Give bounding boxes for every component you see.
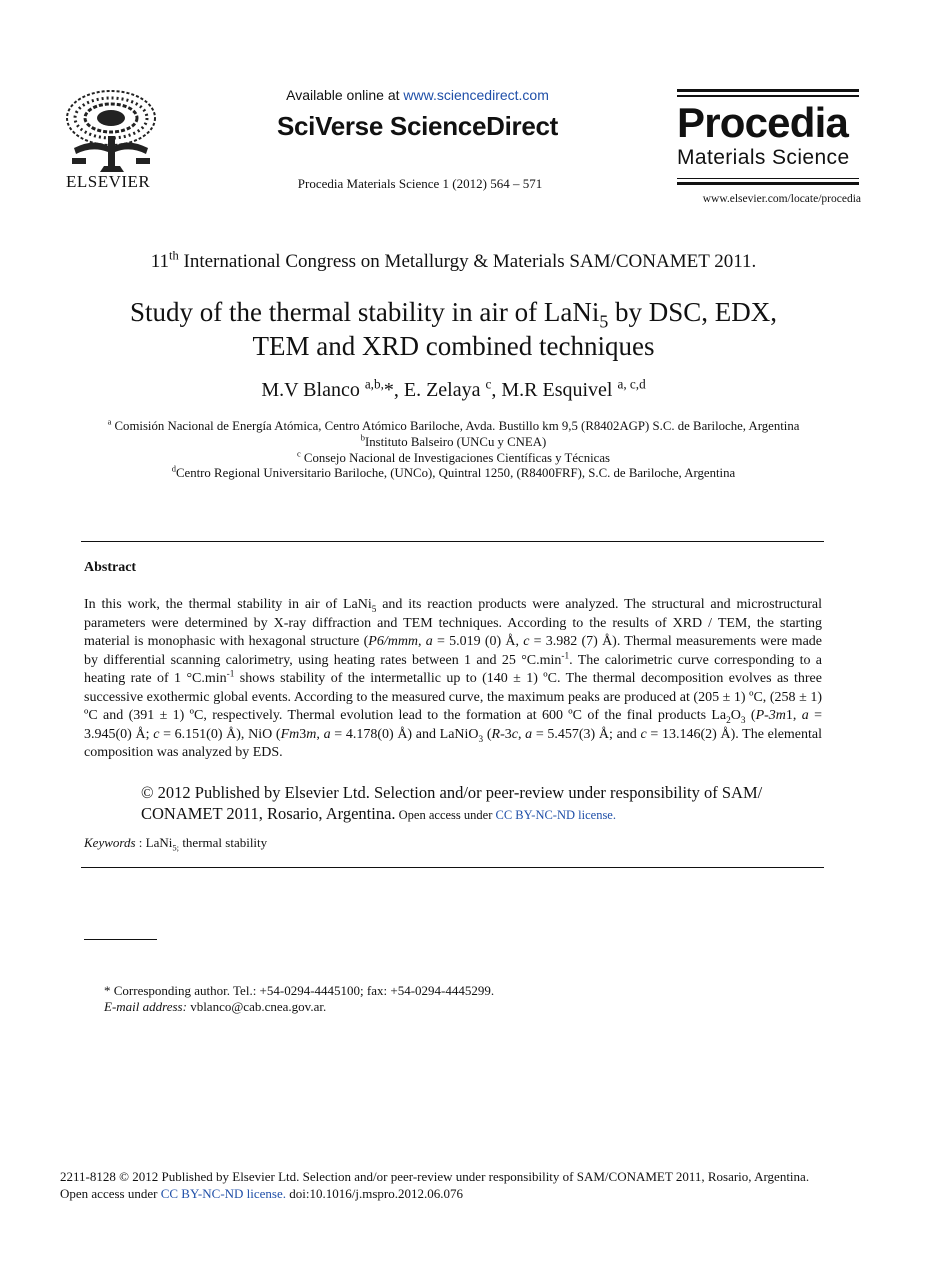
abs-t: 3 [299,726,307,742]
keywords-label: Keywords [84,835,136,850]
procedia-rule-bottom [677,182,859,185]
abs-t: = 6.151(0) Å), NiO ( [159,726,281,742]
procedia-rule-bottom-thin [677,178,859,180]
abs-t: O [730,708,741,723]
abstract-heading: Abstract [84,560,137,575]
abs-t: = 5.019 (0) Å, [432,634,524,649]
title-sub: 5 [599,311,609,332]
affil-text: Comisión Nacional de Energía Atómica, Centro Atómico Bariloche, Avda. Bustillo km 9,5 (R8402AGP) S.C. de Bariloche, Argentina [111,419,800,433]
abs-t: , [316,726,324,742]
affil-mark: b [360,432,365,443]
abs-t: = 13.146(2) Å). The elemental composition was analyzed by EDS. [84,726,823,760]
abs-sup: -1 [561,649,570,660]
congress-ordinal: 11 [150,251,170,272]
abs-sub: 2 [726,714,731,725]
email-label: E-mail address: [104,999,187,1014]
abs-t: = 3.982 (7) Å). Thermal measurements were made by differential scanning calorimetry, using heating rates between 1 and 25 °C.min [84,634,823,668]
abstract-body [84,596,822,763]
elsevier-wordmark: ELSEVIER [66,172,151,191]
abs-it: c [511,726,518,742]
divider-bottom [81,867,824,868]
affil-mark: d [171,463,176,474]
affiliation-d [0,463,907,481]
abs-it: a [801,708,809,723]
footer-doi[interactable]: doi:10.1016/j.mspro.2012.06.076 [286,1186,463,1201]
abs-t: = 3.945(0) Å; [84,708,823,742]
affil-text: Consejo Nacional de Investigaciones Científicas y Técnicas [300,451,611,465]
divider-top [81,541,824,542]
abs-it: c [640,726,647,742]
title-text-b: by DSC, EDX, [608,297,778,327]
affil-text: Centro Regional Universitario Bariloche, (UNCo), Quintral 1250, (R8400FRF), S.C. de Bariloche, Argentina [176,466,736,480]
abs-it: a [525,726,533,742]
affil-text: Instituto Balseiro (UNCu y CNEA) [364,435,547,449]
affil-mark: c [296,448,301,459]
title-text-a: Study of the thermal stability in air of LaNi [129,297,600,327]
footer-copyright: 2211-8128 © 2012 Published by Elsevier Ltd. Selection and/or peer-review under responsibility of SAM/CONAMET 2011, Rosario, Argentina. [60,1169,810,1184]
affiliation-a [0,416,907,434]
copyright-line-1: © 2012 Published by Elsevier Ltd. Selection and/or peer-review under responsibility of SAM/ [141,783,763,802]
author-1: M.V Blanco [261,379,365,401]
affiliation-b [0,432,907,450]
congress-ordinal-suffix: th [169,248,179,263]
authors [0,376,907,402]
abs-t: In this work, the thermal stability in air of LaNi [84,597,372,612]
abs-it: a [425,634,433,649]
keyword-1: LaNi [145,835,173,850]
footer-license-doi [60,1186,463,1202]
abs-it: Fm [280,726,300,742]
license-link[interactable]: CC BY-NC-ND license. [495,808,616,822]
author-3-affil: a, c,d [617,376,646,392]
congress-text: International Congress on Metallurgy & Materials SAM/CONAMET 2011. [178,251,757,272]
abs-t: , [418,634,426,649]
sciencedirect-link[interactable]: www.sciencedirect.com [403,87,549,103]
title-line-2: TEM and XRD combined techniques [252,331,655,361]
copyright-line-2 [141,803,791,826]
author-2-affil: c [485,376,492,392]
email-note [104,999,326,1015]
abs-it: a [323,726,331,742]
corresponding-star: * [383,379,394,401]
email-address[interactable]: vblanco@cab.cnea.gov.ar. [186,999,327,1014]
footnote-rule [84,939,157,940]
paper-title [0,295,907,363]
author-3: , M.R Esquivel [491,379,618,401]
abs-t: ( [745,708,756,723]
abs-it: R- [491,726,505,742]
abs-t: = 5.457(3) Å; and [532,726,641,742]
procedia-logo [677,89,859,188]
abs-t: 3 [504,726,512,742]
copyright-notice [141,782,791,826]
open-access-label: Open access under [395,808,496,822]
affiliation-c [0,448,907,466]
abs-sub: 3 [478,733,484,744]
procedia-title: Procedia [677,98,849,146]
abs-it: c [523,634,530,649]
procedia-subtitle: Materials Science [677,145,850,169]
abs-t: and its reaction products were analyzed. The structural and microstructural parameters were determined by X-ray diffraction and TEM techniques. According to the results of XRD / TEM, the starting material is monophasic with hexagonal structure ( [84,597,823,649]
abs-it: m [306,726,317,742]
procedia-rule-top [677,89,859,92]
abs-it: P6/mmm [368,634,419,649]
congress-line [0,248,907,273]
keywords [84,835,267,851]
abs-t: = 4.178(0) Å) and LaNiO [330,726,479,742]
title-line-1 [0,295,907,332]
abs-sup: -1 [226,668,235,679]
footer-license-link[interactable]: CC BY-NC-ND license. [160,1186,287,1201]
keywords-sep: : [135,835,146,850]
corresponding-author-note: * Corresponding author. Tel.: +54-0294-4445100; fax: +54-0294-4445299. [104,983,495,998]
abs-t: shows stability of the intermetallic up to (140 ± 1) ºC. The thermal decomposition evolves as three successive exothermic global events. According to the measured curve, the maximum peaks are produced at (205 ± 1) ºC, (258 ± 1) ºC and (391 ± 1) ºC, respectively. Thermal evolution lead to the formation at 600 ºC of the final products La [84,671,822,723]
footer-open-access: Open access under [60,1186,161,1201]
procedia-rule-top-thin [677,95,859,97]
abs-sub: 5 [371,603,377,614]
copyright-line-2-text: CONAMET 2011, Rosario, Argentina. [141,804,396,823]
abs-t: ( [483,726,492,742]
author-1-affil: a,b, [364,376,384,392]
keyword-1-sub: 5; [172,842,180,853]
author-2: , E. Zelaya [393,379,486,401]
keyword-2: thermal stability [179,835,268,850]
abs-it: P-3m [755,708,786,723]
journal-reference: Procedia Materials Science 1 (2012) 564 – 571 [297,176,543,191]
available-prefix: Available online at [286,87,404,103]
abs-t: , [517,726,526,742]
abs-it: c [153,726,160,742]
abs-t: . The calorimetric curve corresponding to a heating rate of 1 °C.min [84,652,822,686]
affil-mark: a [107,416,112,427]
abs-sub: 3 [740,714,746,725]
sciverse-logo-text: SciVerse ScienceDirect [276,111,559,141]
procedia-url[interactable]: www.elsevier.com/locate/procedia [702,193,861,205]
abs-t: 1, [785,708,802,723]
